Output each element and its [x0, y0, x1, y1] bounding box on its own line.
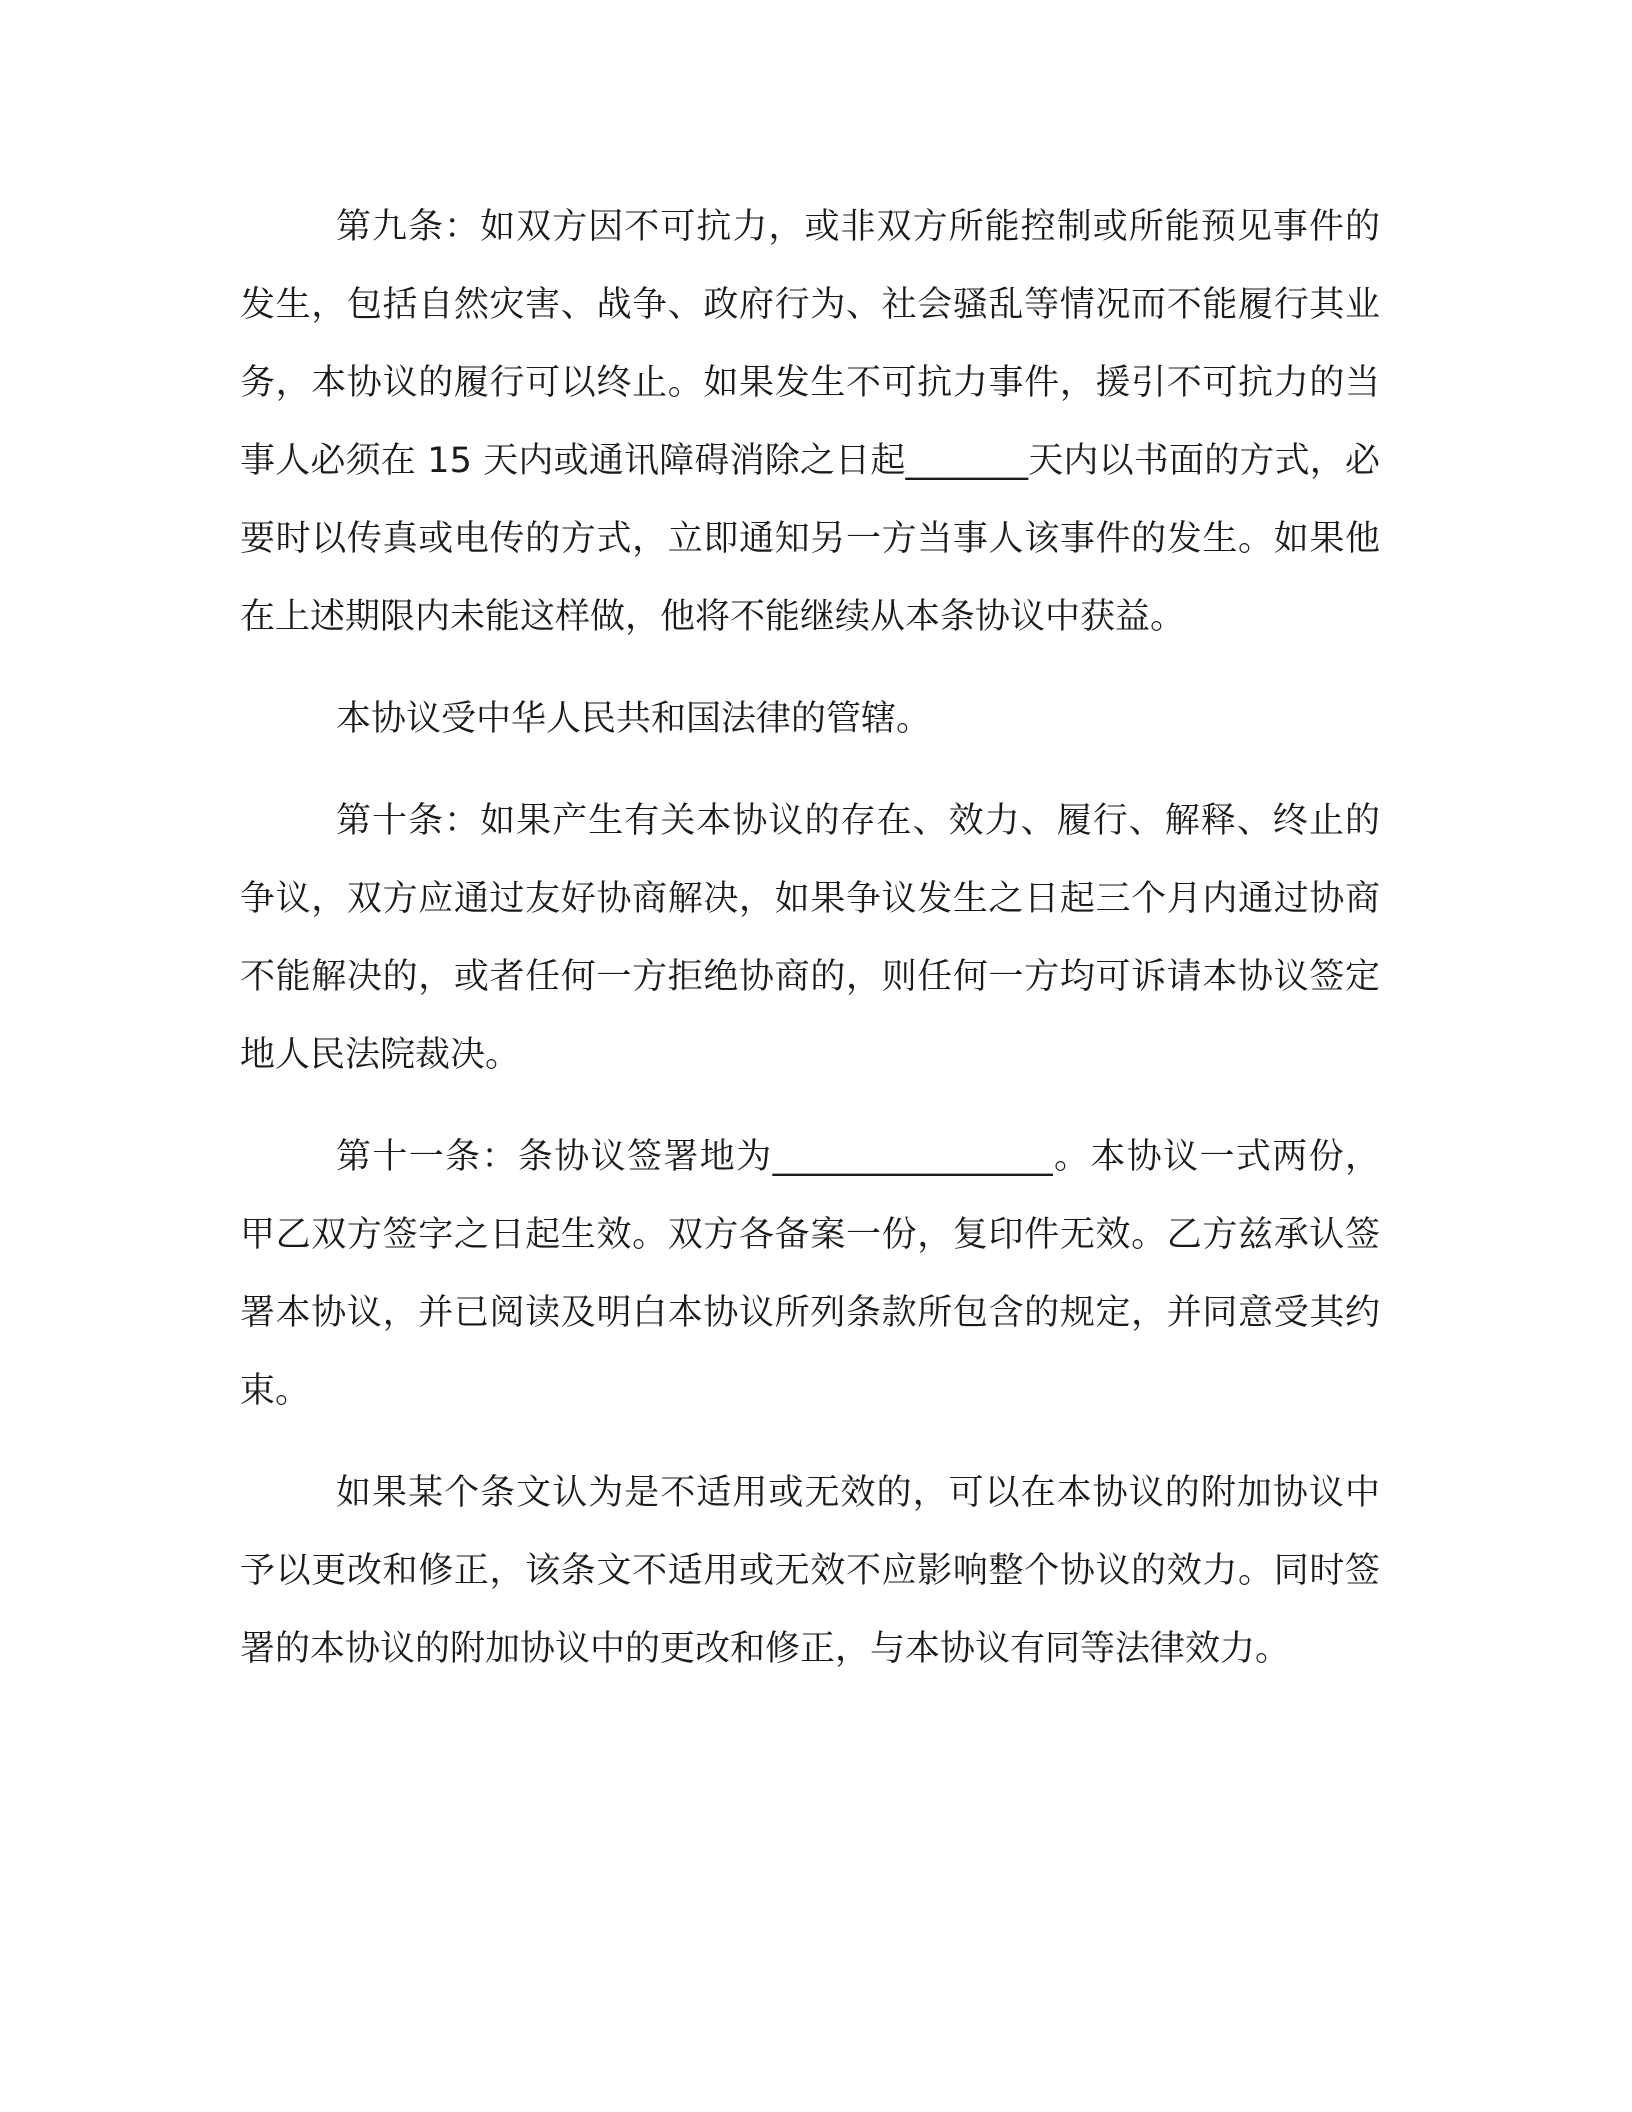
- governing-law-paragraph: 本协议受中华人民共和国法律的管辖。: [336, 699, 932, 739]
- article-11-paragraph: 第十一条：条协议签署地为________________。本协议一式两份，甲乙双方签字之日起生效。双方各备案一份，复印件无效。乙方兹承认签署本协议，并已阅读及明白本协议所列条款所包含的规定，并同意受其约束。: [240, 1137, 1380, 1411]
- article-9-paragraph: 第九条：如双方因不可抗力，或非双方所能控制或所能预见事件的发生，包括自然灾害、战争、政府行为、社会骚乱等情况而不能履行其业务，本协议的履行可以终止。如果发生不可抗力事件，援引不可抗力的当事人必须在 15 天内或通讯障碍消除之日起_______天内以书面的方式，必要时以传真或电传的方式，立即通知另一方当事人该事件的发生。如果他在上述期限内未能这样做，他将不能继续从本条协议中获益。: [240, 207, 1380, 637]
- article-10-paragraph: 第十条：如果产生有关本协议的存在、效力、履行、解释、终止的争议，双方应通过友好协商解决，如果争议发生之日起三个月内通过协商不能解决的，或者任何一方拒绝协商的，则任何一方均可诉请本协议签定地人民法院裁决。: [240, 801, 1380, 1075]
- severability-paragraph: 如果某个条文认为是不适用或无效的，可以在本协议的附加协议中予以更改和修正，该条文不适用或无效不应影响整个协议的效力。同时签署的本协议的附加协议中的更改和修正，与本协议有同等法律效力。: [240, 1473, 1380, 1669]
- document-page: [240, 188, 1380, 1712]
